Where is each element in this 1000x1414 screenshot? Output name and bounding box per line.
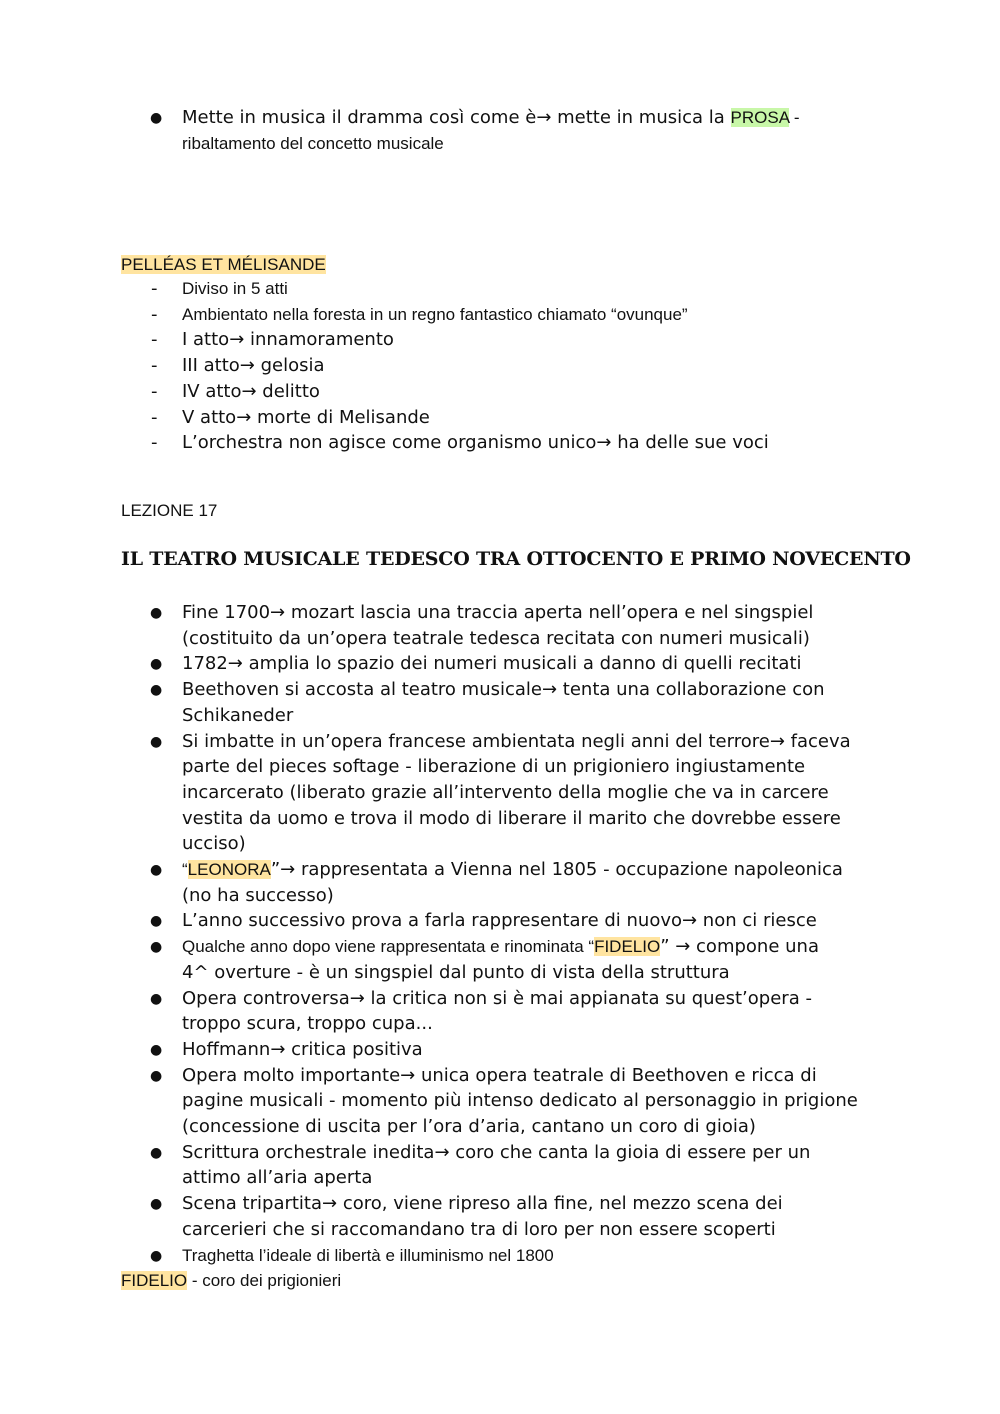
list-item xyxy=(121,652,901,678)
bullet-icon: ● xyxy=(150,1247,163,1264)
main-list xyxy=(121,601,901,1269)
list-item-text: parte del pieces softage - liberazione di un prigioniero ingiustamente xyxy=(182,756,806,778)
open-quote: “ xyxy=(182,860,188,880)
list-item xyxy=(121,328,901,354)
list-item-text: Scrittura orchestrale inedita→ coro che canta la gioia di essere per un xyxy=(182,1141,811,1163)
footer-row xyxy=(121,1269,901,1293)
dash-marker: - xyxy=(151,406,158,428)
lesson-label-row xyxy=(121,499,901,523)
fidelio-highlight: FIDELIO xyxy=(594,937,661,957)
list-item-text: L’orchestra non agisce come organismo unico→ ha delle sue voci xyxy=(182,432,769,454)
list-item-text: pagine musicali - momento più intenso dedicato al personaggio in prigione xyxy=(182,1090,858,1112)
list-item-text: IV atto→ delitto xyxy=(182,380,320,402)
list-item xyxy=(121,354,901,380)
bullet-icon: ● xyxy=(150,110,163,126)
footer-text: - coro dei prigionieri xyxy=(187,1271,342,1290)
leonora-text: ”→ rappresentata a Vienna nel 1805 - occupazione napoleonica xyxy=(270,859,843,881)
list-item-text: Diviso in 5 atti xyxy=(182,279,288,298)
bullet-icon: ● xyxy=(150,682,163,699)
list-item-text: 1782→ amplia lo spazio dei numeri musicali a danno di quelli recitati xyxy=(182,653,802,675)
prosa-highlight: PROSA xyxy=(730,108,790,127)
list-item-text: Opera molto importante→ unica opera teatrale di Beethoven e ricca di xyxy=(182,1064,817,1086)
bullet-icon: ● xyxy=(150,990,163,1007)
list-item xyxy=(121,678,901,729)
list-item-text: Ambientato nella foresta in un regno fantastico chiamato “ovunque” xyxy=(182,304,688,324)
list-item-text: III atto→ gelosia xyxy=(182,355,325,377)
list-item-text: Hoffmann→ critica positiva xyxy=(182,1038,423,1060)
list-item xyxy=(121,1244,901,1270)
dash-marker: - xyxy=(151,355,158,377)
list-item-text: (costituito da un’opera teatrale tedesca recitata con numeri musicali) xyxy=(182,627,810,649)
list-item xyxy=(121,406,901,432)
list-item xyxy=(121,106,901,157)
bullet-icon: ● xyxy=(150,605,163,621)
list-item-text: vestita da uomo e trova il modo di liberare il marito che dovrebbe essere xyxy=(182,807,841,829)
list-item xyxy=(121,987,901,1038)
bullet-icon: ● xyxy=(150,1041,163,1058)
list-item-text: Schikaneder xyxy=(182,704,294,726)
list-item xyxy=(121,1141,901,1192)
dash-marker: - xyxy=(151,303,158,325)
bullet-icon: ● xyxy=(150,939,163,956)
section-title-row xyxy=(121,548,921,570)
list-item xyxy=(121,935,901,986)
dash-marker: - xyxy=(151,380,158,402)
intro-text: Mette in musica il dramma così come è→ mette in musica la xyxy=(182,107,731,128)
list-item xyxy=(121,1064,901,1141)
list-item-text: L’anno successivo prova a farla rappresentare di nuovo→ non ci riesce xyxy=(182,910,817,932)
list-item-text: (concessione di uscita per l’ora d’aria, cantano un coro di gioia) xyxy=(182,1116,756,1138)
list-item-text: incarcerato (liberato grazie all’intervento della moglie che va in carcere xyxy=(182,781,829,803)
list-item-text: V atto→ morte di Melisande xyxy=(182,406,430,428)
list-item xyxy=(121,1192,901,1243)
list-item-text: Beethoven si accosta al teatro musicale→ tenta una collaborazione con xyxy=(182,679,825,701)
list-item-text: ucciso) xyxy=(182,833,246,855)
list-item-text: Scena tripartita→ coro, viene ripreso alla fine, nel mezzo scena dei xyxy=(182,1193,783,1215)
leonora-highlight: LEONORA xyxy=(187,860,271,880)
intro-dash: - xyxy=(789,108,800,127)
list-item-text: troppo scura, troppo cupa... xyxy=(182,1013,433,1035)
dash-marker: - xyxy=(151,329,158,351)
bullet-icon: ● xyxy=(150,1144,163,1161)
bullet-icon: ● xyxy=(150,656,163,673)
list-item xyxy=(121,431,901,457)
pelleas-heading-row xyxy=(121,253,901,277)
list-item xyxy=(121,277,901,303)
list-item xyxy=(121,730,901,859)
list-item xyxy=(121,303,901,329)
list-item-text: 4^ overture - è un singspiel dal punto di vista della struttura xyxy=(182,961,730,983)
list-item xyxy=(121,858,901,909)
list-item xyxy=(121,380,901,406)
bullet-icon: ● xyxy=(150,913,163,930)
fidelio-footer-highlight: FIDELIO xyxy=(121,1271,188,1290)
fidelio-text: ” → compone una xyxy=(660,936,819,958)
bullet-icon: ● xyxy=(150,1067,163,1084)
list-item xyxy=(121,601,901,652)
bullet-icon: ● xyxy=(150,862,163,879)
fidelio-lead-text: Qualche anno dopo viene rappresentata e rinominata “ xyxy=(182,937,595,957)
intro-continuation: ribaltamento del concetto musicale xyxy=(182,133,444,153)
pelleas-heading: PELLÉAS ET MÉLISANDE xyxy=(121,255,326,274)
list-item-text: Opera controversa→ la critica non si è mai appianata su quest’opera - xyxy=(182,987,812,1009)
dash-marker: - xyxy=(151,432,158,454)
pelleas-list xyxy=(121,277,901,457)
list-item-text: attimo all’aria aperta xyxy=(182,1167,373,1189)
list-item-text: carcerieri che si raccomandano tra di loro per non essere scoperti xyxy=(182,1218,776,1240)
list-item xyxy=(121,1038,901,1064)
intro-block xyxy=(121,106,901,157)
list-item-text: I atto→ innamoramento xyxy=(182,329,394,351)
list-item-text: Fine 1700→ mozart lascia una traccia aperta nell’opera e nel singspiel xyxy=(182,602,814,623)
list-item-text: Si imbatte in un’opera francese ambientata negli anni del terrore→ faceva xyxy=(182,730,851,752)
section-title: IL TEATRO MUSICALE TEDESCO TRA OTTOCENTO E PRIMO NOVECENTO xyxy=(121,548,911,570)
list-item-text: (no ha successo) xyxy=(182,884,334,906)
list-item xyxy=(121,909,901,935)
dash-marker: - xyxy=(151,278,158,299)
bullet-icon: ● xyxy=(150,733,163,750)
lesson-label: LEZIONE 17 xyxy=(121,501,218,520)
list-item-text: Traghetta l’ideale di libertà e illuminismo nel 1800 xyxy=(182,1245,554,1265)
bullet-icon: ● xyxy=(150,1196,163,1213)
